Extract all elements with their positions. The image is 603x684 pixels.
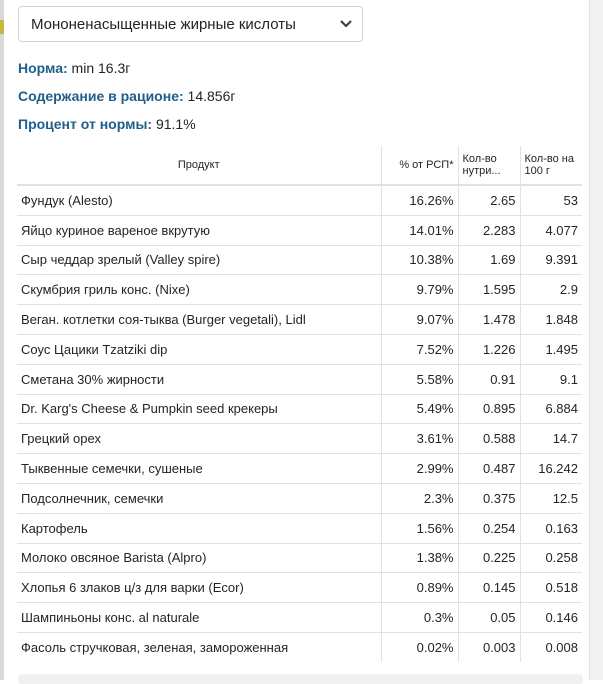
cell-product: Подсолнечник, семечки xyxy=(17,483,381,513)
percent-line xyxy=(18,116,196,132)
cell-percent-rsp: 9.07% xyxy=(381,305,458,335)
chevron-down-icon xyxy=(340,19,352,29)
norm-value: min 16.3г xyxy=(71,60,131,76)
cell-percent-rsp: 2.3% xyxy=(381,483,458,513)
cell-percent-rsp: 0.3% xyxy=(381,603,458,633)
table-row xyxy=(17,424,582,454)
content-line xyxy=(18,88,235,104)
cell-amount-nutrient: 1.595 xyxy=(458,275,520,305)
table-row xyxy=(17,334,582,364)
cell-product: Сметана 30% жирности xyxy=(17,364,381,394)
cell-product: Фундук (Alesto) xyxy=(17,185,381,215)
cell-product: Фасоль стручковая, зеленая, замороженная xyxy=(17,632,381,661)
cell-product: Тыквенные семечки, сушеные xyxy=(17,454,381,484)
table-row xyxy=(17,394,582,424)
cell-percent-rsp: 9.79% xyxy=(381,275,458,305)
cell-amount-nutrient: 0.003 xyxy=(458,632,520,661)
cell-amount-per-100g: 16.242 xyxy=(520,454,582,484)
table-row xyxy=(17,454,582,484)
cell-product: Скумбрия гриль конс. (Nixe) xyxy=(17,275,381,305)
left-edge-accent xyxy=(0,20,4,34)
cell-amount-per-100g: 12.5 xyxy=(520,483,582,513)
cell-amount-nutrient: 0.375 xyxy=(458,483,520,513)
cell-amount-nutrient: 0.895 xyxy=(458,394,520,424)
table-row xyxy=(17,275,582,305)
table-row xyxy=(17,215,582,245)
cell-amount-per-100g: 0.258 xyxy=(520,543,582,573)
cell-product: Dr. Karg's Cheese & Pumpkin seed крекеры xyxy=(17,394,381,424)
cell-amount-nutrient: 2.65 xyxy=(458,185,520,215)
table-row xyxy=(17,632,582,661)
header-product[interactable]: Продукт xyxy=(17,146,381,185)
cell-amount-nutrient: 0.225 xyxy=(458,543,520,573)
cell-percent-rsp: 16.26% xyxy=(381,185,458,215)
percent-value: 91.1% xyxy=(155,116,196,132)
table-row xyxy=(17,364,582,394)
cell-amount-per-100g: 0.146 xyxy=(520,603,582,633)
right-edge xyxy=(589,0,603,680)
cell-amount-per-100g: 14.7 xyxy=(520,424,582,454)
cell-amount-per-100g: 0.163 xyxy=(520,513,582,543)
header-percent-rsp[interactable]: % от РСП* xyxy=(381,146,458,185)
cell-amount-per-100g: 1.848 xyxy=(520,305,582,335)
table-row xyxy=(17,483,582,513)
cell-amount-nutrient: 1.226 xyxy=(458,334,520,364)
nutrient-select-value: Мононенасыщенные жирные кислоты xyxy=(31,15,296,33)
cell-percent-rsp: 5.49% xyxy=(381,394,458,424)
cell-amount-nutrient: 0.254 xyxy=(458,513,520,543)
cell-amount-per-100g: 9.1 xyxy=(520,364,582,394)
cell-product: Шампиньоны конс. al naturale xyxy=(17,603,381,633)
cell-percent-rsp: 7.52% xyxy=(381,334,458,364)
cell-amount-nutrient: 0.145 xyxy=(458,573,520,603)
cell-amount-nutrient: 0.91 xyxy=(458,364,520,394)
products-table xyxy=(17,146,582,662)
cell-product: Хлопья 6 злаков ц/з для варки (Ecor) xyxy=(17,573,381,603)
header-amount-per-100g[interactable]: Кол-во на 100 г xyxy=(520,146,582,185)
header-amount-nutrient[interactable]: Кол-во нутри... xyxy=(458,146,520,185)
cell-amount-nutrient: 2.283 xyxy=(458,215,520,245)
cell-amount-per-100g: 4.077 xyxy=(520,215,582,245)
cell-percent-rsp: 0.89% xyxy=(381,573,458,603)
cell-percent-rsp: 10.38% xyxy=(381,245,458,275)
table-row xyxy=(17,573,582,603)
cell-percent-rsp: 2.99% xyxy=(381,454,458,484)
cell-amount-nutrient: 1.478 xyxy=(458,305,520,335)
cell-product: Молоко овсяное Barista (Alpro) xyxy=(17,543,381,573)
table-row xyxy=(17,513,582,543)
cell-percent-rsp: 3.61% xyxy=(381,424,458,454)
cell-amount-per-100g: 0.008 xyxy=(520,632,582,661)
cell-amount-per-100g: 2.9 xyxy=(520,275,582,305)
norm-label: Норма: xyxy=(18,60,68,76)
table-row xyxy=(17,543,582,573)
cell-amount-per-100g: 53 xyxy=(520,185,582,215)
bottom-panel xyxy=(18,674,583,684)
content-label: Содержание в рационе: xyxy=(18,88,184,104)
table-row xyxy=(17,603,582,633)
percent-label: Процент от нормы: xyxy=(18,116,153,132)
cell-product: Картофель xyxy=(17,513,381,543)
table-row xyxy=(17,245,582,275)
cell-amount-nutrient: 0.487 xyxy=(458,454,520,484)
cell-amount-nutrient: 0.588 xyxy=(458,424,520,454)
cell-percent-rsp: 0.02% xyxy=(381,632,458,661)
table-row xyxy=(17,185,582,215)
cell-amount-per-100g: 1.495 xyxy=(520,334,582,364)
cell-percent-rsp: 5.58% xyxy=(381,364,458,394)
cell-product: Веган. котлетки соя-тыква (Burger vegetali), Lidl xyxy=(17,305,381,335)
norm-line xyxy=(18,60,130,76)
cell-product: Грецкий орех xyxy=(17,424,381,454)
cell-product: Соус Цацики Tzatziki dip xyxy=(17,334,381,364)
left-edge xyxy=(0,0,4,680)
cell-amount-per-100g: 9.391 xyxy=(520,245,582,275)
cell-amount-nutrient: 0.05 xyxy=(458,603,520,633)
cell-product: Сыр чеддар зрелый (Valley spire) xyxy=(17,245,381,275)
content-value: 14.856г xyxy=(187,88,236,104)
cell-amount-per-100g: 6.884 xyxy=(520,394,582,424)
cell-product: Яйцо куриное вареное вкрутую xyxy=(17,215,381,245)
cell-amount-nutrient: 1.69 xyxy=(458,245,520,275)
table-row xyxy=(17,305,582,335)
table-header-row xyxy=(17,146,582,185)
cell-amount-per-100g: 0.518 xyxy=(520,573,582,603)
cell-percent-rsp: 1.38% xyxy=(381,543,458,573)
nutrient-select[interactable] xyxy=(18,6,363,42)
cell-percent-rsp: 14.01% xyxy=(381,215,458,245)
cell-percent-rsp: 1.56% xyxy=(381,513,458,543)
